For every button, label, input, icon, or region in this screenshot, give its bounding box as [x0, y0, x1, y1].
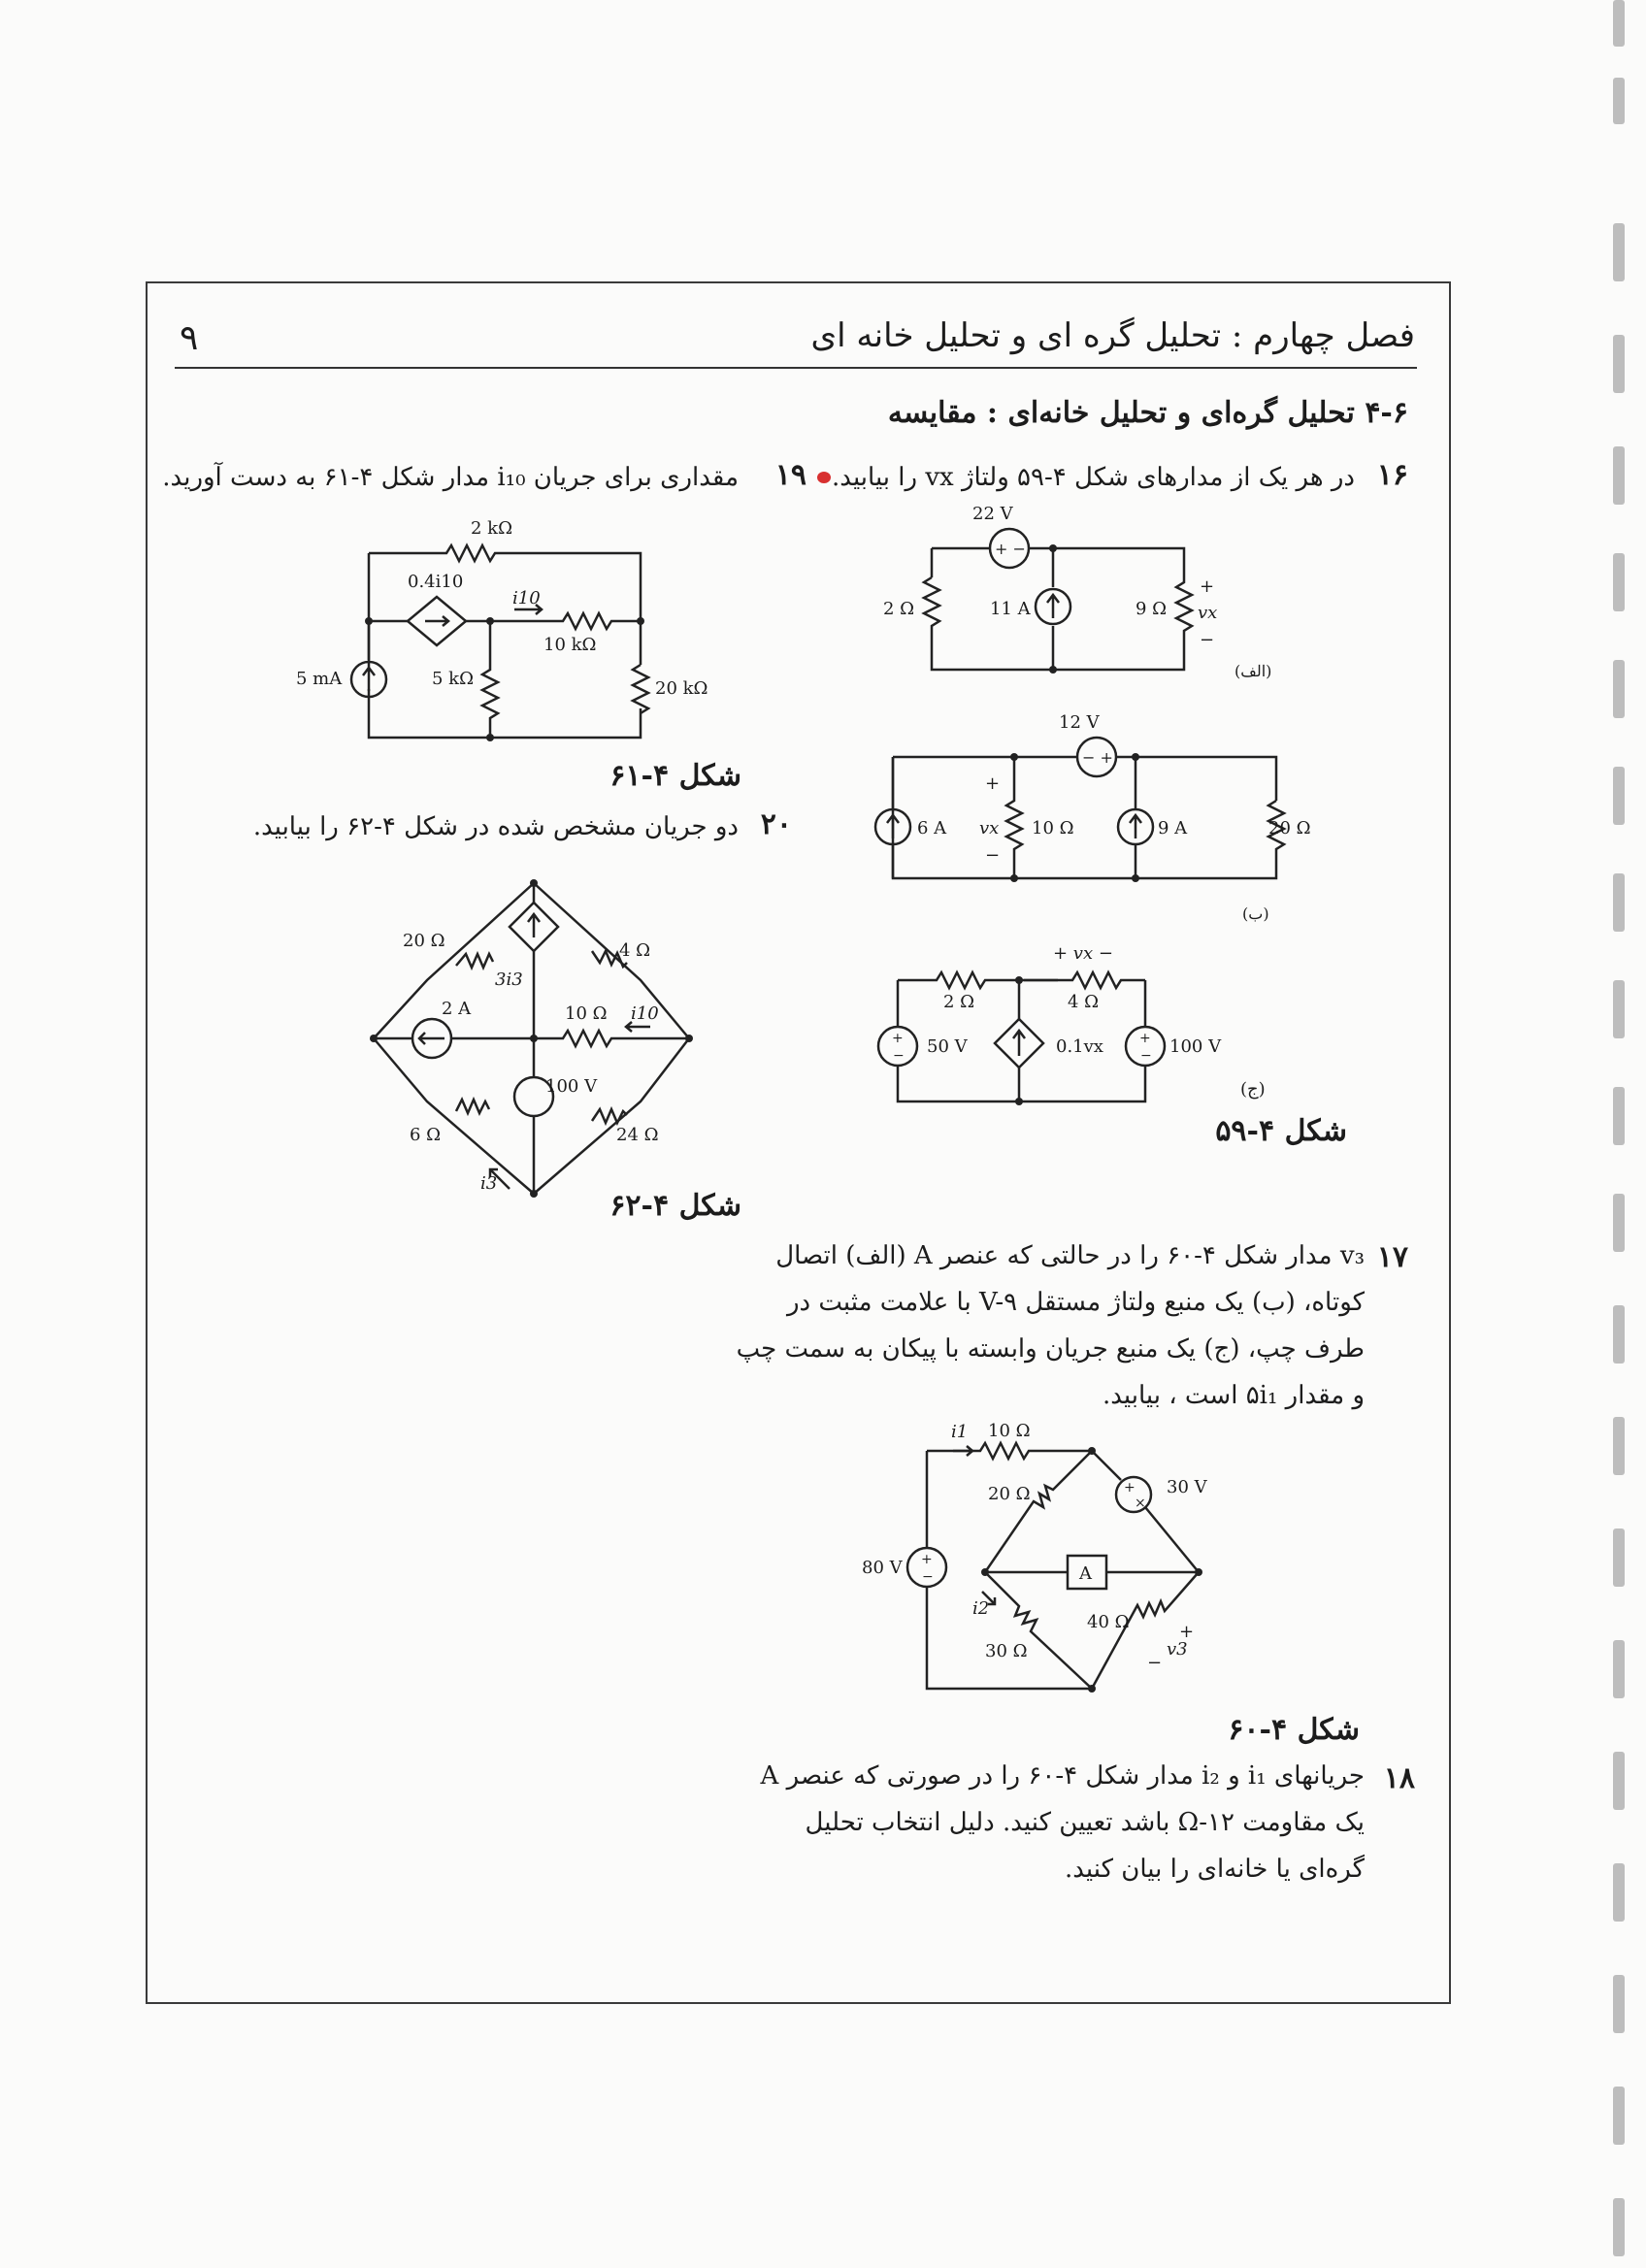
- binder-hole: [1613, 78, 1625, 124]
- current-source-label: 5 mA: [296, 669, 343, 689]
- sub-label-c: (ج): [1240, 1079, 1266, 1100]
- binder-hole: [1613, 980, 1625, 1038]
- r2k-label: 2 kΩ: [471, 518, 513, 539]
- binder-hole: [1613, 223, 1625, 281]
- i3-label: i3: [480, 1173, 498, 1194]
- figure-4-59a: [854, 500, 1271, 694]
- figure-4-60: [854, 1412, 1223, 1703]
- problem-17-line-2: کوتاه، (ب) یک منبع ولتاژ مستقل V-۹ با علامت مثبت در: [786, 1288, 1365, 1317]
- minus-sign: −: [985, 845, 1001, 866]
- figure-4-62: [359, 873, 699, 1203]
- r9-label: 9 Ω: [1136, 599, 1168, 619]
- figure-4-59b: [869, 713, 1315, 927]
- vx-label: vx: [1198, 603, 1218, 623]
- binder-hole: [1613, 1640, 1625, 1698]
- r24-label: 24 Ω: [616, 1125, 659, 1145]
- v3-minus: −: [1147, 1653, 1163, 1673]
- v22-label: 22 V: [972, 504, 1013, 524]
- binder-hole: [1613, 0, 1625, 47]
- chapter-title: فصل چهارم : تحلیل گره ای و تحلیل خانه ای: [810, 316, 1415, 355]
- r2-label: 2 Ω: [943, 992, 975, 1012]
- page-number: ۹: [180, 318, 199, 358]
- problem-16-text: در هر یک از مدارهای شکل ۴-۵۹ ولتاژ vx را بیابید.: [832, 463, 1355, 492]
- binder-hole: [1613, 335, 1625, 393]
- r20k-label: 20 kΩ: [655, 678, 708, 699]
- v100-label: 100 V: [545, 1076, 598, 1097]
- src-9a-label: 9 A: [1158, 818, 1188, 838]
- src-11a-label: 11 A: [990, 599, 1031, 619]
- v3-plus: +: [1179, 1622, 1195, 1642]
- v80-minus: −: [922, 1569, 934, 1585]
- r5k-label: 5 kΩ: [432, 669, 475, 689]
- figure-4-61: [281, 514, 718, 747]
- problem-18-line-3: گره‌ای یا خانه‌ای را بیان کنید.: [1064, 1855, 1365, 1884]
- src-50v-label: 50 V: [927, 1036, 968, 1057]
- section-title: ۴-۶ تحلیل گره‌ای و تحلیل خانه‌ای : مقایسه: [887, 396, 1408, 430]
- src-2a-label: 2 A: [442, 999, 472, 1019]
- r20-label: 20 Ω: [988, 1484, 1031, 1504]
- src2-plus: +: [1139, 1031, 1151, 1046]
- r10-label: 10 Ω: [565, 1003, 608, 1024]
- figure-4-62-caption: شکل ۴-۶۲: [609, 1189, 741, 1223]
- binder-hole: [1613, 1528, 1625, 1587]
- problem-18-line-2: یک مقاومت Ω-۱۲ باشد تعیین کنید. دلیل انتخاب تحلیل: [805, 1808, 1365, 1837]
- dep-source-label: 0.1vx: [1056, 1036, 1103, 1057]
- binder-hole: [1613, 1417, 1625, 1475]
- r4-label: 4 Ω: [1068, 992, 1100, 1012]
- r4-label: 4 Ω: [619, 940, 651, 961]
- r10k-label: 10 kΩ: [543, 635, 597, 655]
- header-rule: [175, 367, 1417, 369]
- problem-20-text: دو جریان مشخص شده در شکل ۴-۶۲ را بیابید.: [252, 812, 739, 841]
- src-6a-label: 6 A: [917, 818, 947, 838]
- i2-label: i2: [972, 1598, 990, 1619]
- red-mark-icon: [817, 472, 831, 483]
- element-a-label: A: [1079, 1563, 1092, 1584]
- binder-hole: [1613, 1752, 1625, 1810]
- i10-label: i10: [631, 1003, 659, 1024]
- binder-hole: [1613, 1975, 1625, 2033]
- src-plus-minus: + −: [995, 540, 1026, 558]
- binder-hole: [1613, 553, 1625, 611]
- binder-hole: [1613, 767, 1625, 825]
- sub-label-b: (ب): [1242, 904, 1269, 923]
- figure-4-61-caption: شکل ۴-۶۱: [609, 759, 741, 793]
- dep-source-label: 0.4i10: [408, 572, 464, 592]
- r2-label: 2 Ω: [883, 599, 915, 619]
- v12-label: 12 V: [1059, 713, 1100, 733]
- i1-label: i1: [951, 1422, 969, 1442]
- figure-4-60-caption: شکل ۴-۶۰: [1228, 1713, 1360, 1747]
- r10-label: 10 Ω: [1032, 818, 1074, 838]
- binder-hole: [1613, 660, 1625, 718]
- r6-label: 6 Ω: [410, 1125, 442, 1145]
- binder-hole: [1613, 2198, 1625, 2256]
- sub-label-a: (الف): [1234, 662, 1271, 680]
- plus-sign: +: [985, 773, 1001, 794]
- r30-label: 30 Ω: [985, 1641, 1028, 1661]
- binder-hole: [1613, 873, 1625, 932]
- v80-label: 80 V: [862, 1558, 903, 1578]
- problem-18-number: ۱۸: [1383, 1761, 1415, 1795]
- binder-hole: [1613, 1863, 1625, 1922]
- i10-label: i10: [512, 588, 541, 608]
- vx-label: vx: [979, 818, 1000, 838]
- problem-17-line-4: و مقدار ۵i₁ است ، بیابید.: [1102, 1381, 1365, 1410]
- vx-label: + vx −: [1053, 943, 1113, 964]
- minus-sign: −: [1200, 630, 1215, 650]
- v80-plus: +: [921, 1552, 933, 1567]
- figure-4-59-caption: شکل ۴-۵۹: [1215, 1114, 1347, 1148]
- src-minus-plus: − +: [1082, 748, 1113, 767]
- problem-18-line-1: جریانهای i₁ و i₂ مدار شکل ۴-۶۰ را در صورتی که عنصر A: [760, 1761, 1365, 1791]
- problem-16-number: ۱۶: [1376, 458, 1408, 492]
- plus-sign: +: [1200, 576, 1215, 597]
- problem-19-text: مقداری برای جریان i₁₀ مدار شکل ۴-۶۱ به دست آورید.: [162, 463, 739, 492]
- src2-minus: −: [1140, 1048, 1152, 1064]
- problem-19-number: ۱۹: [774, 458, 807, 492]
- src1-plus: +: [892, 1031, 904, 1046]
- src1-minus: −: [893, 1048, 905, 1064]
- v30-label: 30 V: [1167, 1477, 1207, 1497]
- binder-hole: [1613, 1194, 1625, 1252]
- binder-hole: [1613, 446, 1625, 505]
- v30-plus: +: [1124, 1480, 1136, 1496]
- src-100v-label: 100 V: [1169, 1036, 1222, 1057]
- r20-label: 20 Ω: [1268, 818, 1311, 838]
- problem-17-line-3: طرف چپ، (ج) یک منبع جریان وابسته با پیکان به سمت چپ: [736, 1334, 1365, 1364]
- r20-label: 20 Ω: [403, 931, 445, 951]
- r40-label: 40 Ω: [1087, 1612, 1130, 1632]
- problem-17-number: ۱۷: [1376, 1240, 1408, 1274]
- problem-17-line-1: v₃ مدار شکل ۴-۶۰ را در حالتی که عنصر A (الف) اتصال: [775, 1241, 1365, 1270]
- binder-hole: [1613, 1305, 1625, 1364]
- problem-20-number: ۲۰: [760, 807, 792, 841]
- binder-hole: [1613, 1087, 1625, 1145]
- binder-hole: [1613, 2087, 1625, 2145]
- v30-minus: ×: [1135, 1496, 1146, 1511]
- r10-label: 10 Ω: [988, 1421, 1031, 1441]
- v3-label: v3: [1167, 1639, 1188, 1660]
- figure-4-59c: [864, 941, 1281, 1106]
- dep-source-label: 3i3: [495, 970, 523, 990]
